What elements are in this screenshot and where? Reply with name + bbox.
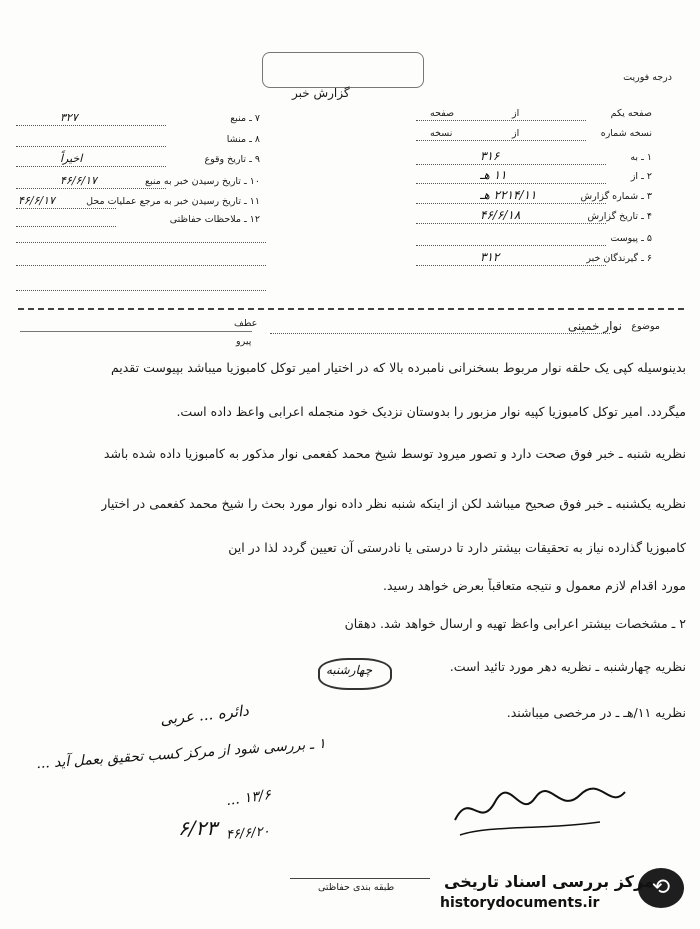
footer-line (290, 878, 430, 879)
body-line: ۲ ـ مشخصات بیشتر اعرابی واعظ تهیه و ارسال خواهد شد. دهقان (344, 616, 686, 631)
body-line: بدینوسیله کپی یک حلقه نوار مربوط بسخنرانی نامبرده بالا که در اختیار امیر توکل کامبوزیا میباشد بپیوست تقدیم (110, 360, 686, 375)
field-label: نسخه شماره (600, 128, 652, 139)
handwritten-note-1: دائره ... عربی (159, 701, 250, 729)
watermark-title: مرکز بررسی اسناد تاریخی (444, 872, 654, 891)
field-label: ۶ ـ گیرندگان خبر (586, 253, 652, 264)
field-line (16, 125, 166, 126)
field-label: ۱۰ ـ تاریخ رسیدن خبر به منبع (145, 176, 260, 187)
field-value: ۳۱۲ (480, 250, 500, 264)
body-line: نظریه یکشنبه ـ خبر فوق صحیح میباشد لکن از اینکه شنبه نظر داده نوار مورد بحث را شیخ محمد کفعمی در اختیار (101, 496, 686, 511)
blank-line (16, 290, 266, 291)
field-label: ۹ ـ تاریخ وقوع (204, 154, 260, 165)
watermark-url: historydocuments.ir (440, 895, 600, 911)
field-line (16, 146, 166, 147)
field-label: ۱۲ ـ ملاحظات حفاظتی (169, 214, 260, 225)
subject-line (270, 333, 610, 334)
blank-line (16, 242, 266, 243)
field-label: ۵ ـ پیوست (610, 233, 652, 244)
field-line (416, 245, 606, 246)
field-from-label: از (512, 128, 520, 139)
section-divider (18, 308, 684, 310)
signature-mark (450, 780, 630, 840)
field-line (16, 208, 116, 209)
field-value: ۴۶/۶/۱۷ (60, 174, 97, 187)
report-title: گزارش خبر (292, 86, 350, 100)
field-value: ۴۶/۶/۱۸ (480, 208, 521, 222)
field-line (16, 226, 116, 227)
subject-side-bottom: پیرو (236, 336, 252, 347)
field-line (416, 140, 586, 141)
signature-date: ۶/۲۳ (178, 816, 217, 840)
field-end-label: نسخه (430, 128, 453, 139)
body-line: مورد اقدام لازم معمول و نتیجه متعاقباً بعرض خواهد رسید. (383, 578, 686, 593)
field-line (16, 188, 166, 189)
header-stamp (262, 52, 424, 88)
handwritten-note-2: ۱ ـ بررسی شود از مرکز کسب تحقیق بعمل آید ... (35, 735, 327, 773)
field-label: صفحه یکم (610, 108, 652, 119)
field-end-label: صفحه (430, 108, 455, 119)
field-from-label: از (512, 108, 520, 119)
field-label: ۲ ـ از (630, 171, 652, 182)
field-line (416, 183, 606, 184)
body-line: میگردد. امیر توکل کامبوزیا کپیه نوار مزبور را بدوستان نزدیک خود منجمله اعرابی واعظ داده است. (176, 404, 686, 419)
body-line: نظریه ۱۱/هـ ـ در مرخصی میباشند. (506, 705, 686, 720)
urgency-label: درجه فوریت (623, 72, 672, 83)
field-line (16, 166, 166, 167)
field-line (416, 223, 606, 224)
field-value: ۳۲۷ (60, 111, 78, 124)
stamp-text: چهارشنبه (326, 663, 373, 677)
subject-side-top: عطف (234, 318, 258, 329)
body-line: نظریه شنبه ـ خبر فوق صحت دارد و تصور میرود توسط شیخ محمد کفعمی نوار مذکور به کامبوزیا داده شده باشد (103, 446, 686, 461)
field-label: ۳ ـ شماره گزارش (580, 191, 652, 202)
body-line: نظریه چهارشنبه ـ نظریه دهر مورد تائید است. (449, 659, 686, 674)
field-value: ۲۲۱۴/۱۱ هـ (480, 188, 537, 202)
blank-line (16, 265, 266, 266)
field-value: ۴۶/۶/۱۷ (18, 194, 55, 207)
classification-label: طبقه بندی حفاظتی (318, 882, 395, 893)
field-label: ۴ ـ تاریخ گزارش (587, 211, 652, 222)
field-line (416, 265, 606, 266)
body-line: کامبوزیا گذارده نیاز به تحقیقات بیشتر دارد تا درستی یا نادرستی آن تعیین گردد لذا در این (228, 540, 686, 555)
field-value: ۳۱۶ (480, 149, 500, 163)
field-label: ۱۱ ـ تاریخ رسیدن خبر به مرجع عملیات محل (86, 196, 260, 207)
handwritten-note-4: ۴۶/۶/۲۰ (225, 824, 271, 843)
field-line (416, 120, 586, 121)
subject-label: موضوع (631, 321, 660, 332)
archive-logo-icon: ⟲ (638, 868, 684, 908)
field-label: ۸ ـ منشا (226, 134, 260, 145)
field-label: ۱ ـ به (630, 152, 652, 163)
field-line (416, 164, 606, 165)
handwritten-note-3: ۱۳/۶ ... (225, 786, 272, 810)
field-line (416, 203, 606, 204)
field-value: اخیراً (60, 152, 83, 165)
field-label: ۷ ـ منبع (230, 113, 260, 124)
field-value: ۱۱ هـ (480, 168, 507, 182)
subject-value: نوار خمینی (567, 319, 622, 333)
subject-side-line (20, 331, 252, 332)
